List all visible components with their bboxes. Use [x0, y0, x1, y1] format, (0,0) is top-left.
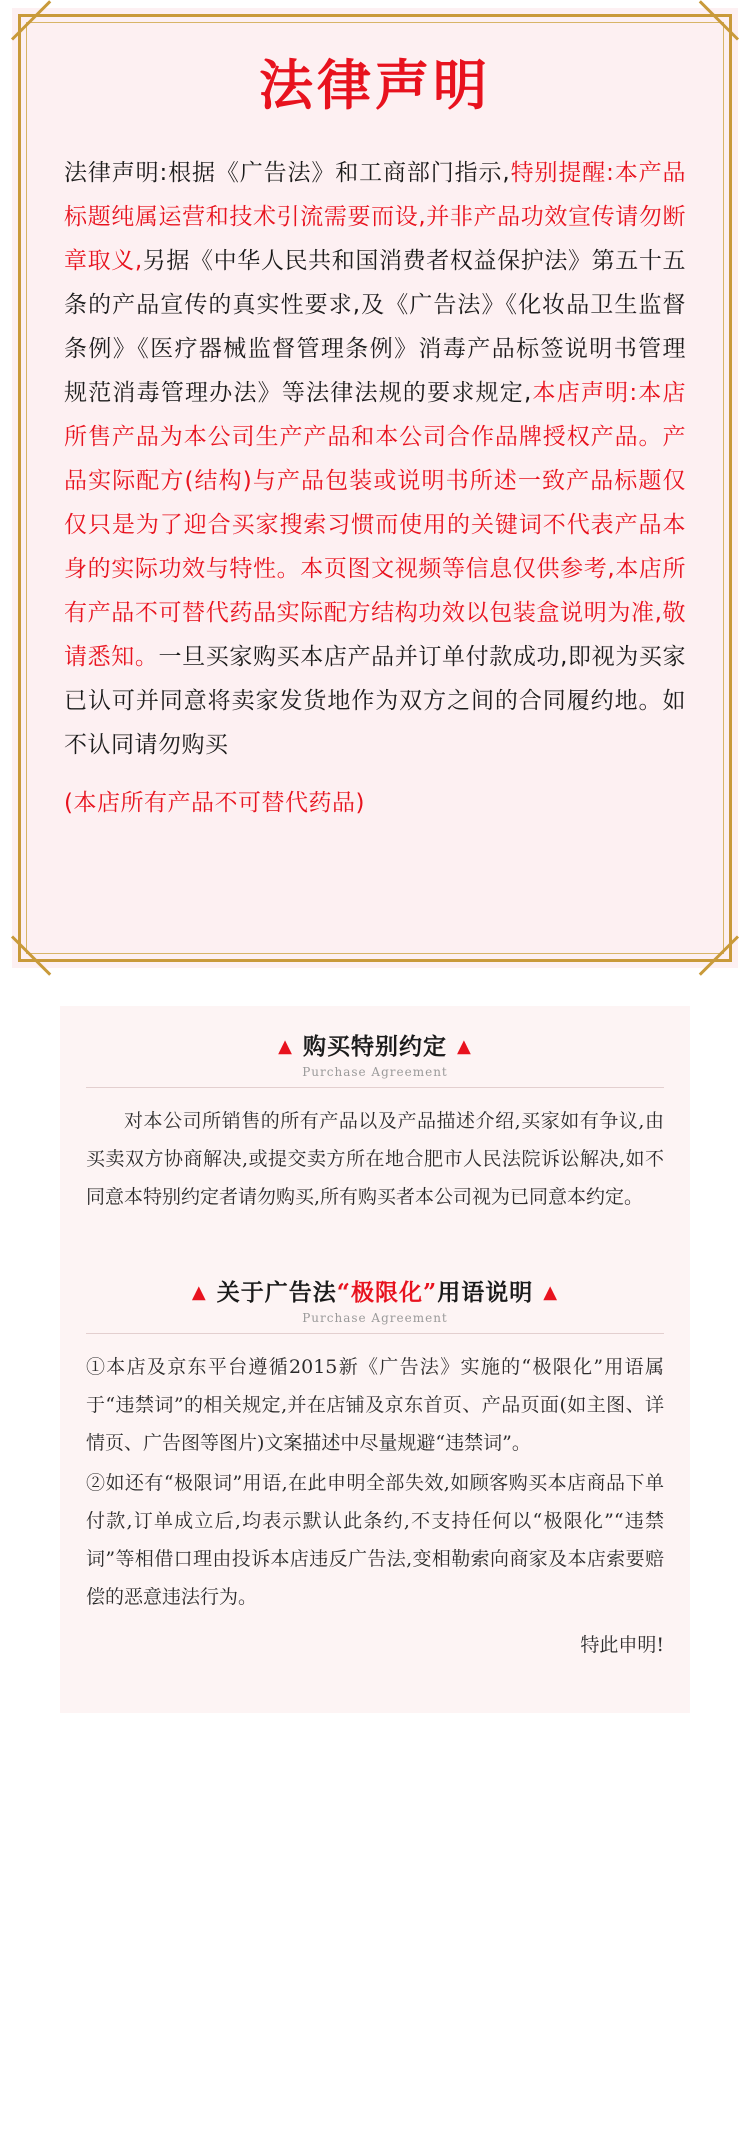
legal-intro-text: 法律声明:根据《广告法》和工商部门指示, [64, 160, 511, 187]
ad-law-terms-heading [86, 1274, 664, 1307]
purchase-agreement-heading [86, 1028, 664, 1061]
divider [86, 1087, 664, 1088]
ad-law-paragraph-2: ②如还有“极限词”用语,在此申明全部失效,如顾客购买本店商品下单付款,订单成立后,均表示默认此条约,不支持任何以“极限化”“违禁词”等相借口理由投诉本店违反广告法,变相勒索向商家及本店索要赔偿的恶意违法行为。 [86, 1472, 664, 1608]
ad-law-terms-subtitle: Purchase Agreement [302, 1311, 448, 1325]
legal-footnote: (本店所有产品不可替代药品) [64, 790, 365, 817]
agreements-container [60, 1006, 690, 1713]
agreement-paragraph: 对本公司所销售的所有产品以及产品描述介绍,买家如有争议,由买卖双方协商解决,或提交卖方所在地合肥市人民法院诉讼解决,如不同意本特别约定者请勿购买,所有购买者本公司视为已同意本约定。 [86, 1110, 664, 1208]
legal-red-notice-1: 特别提醒:本产品标题纯属运营和技术引流需要而设,并非产品功效宣传请勿断章取义, [64, 160, 687, 275]
ad-law-terms-body [86, 1348, 664, 1616]
ad-law-terms-section [60, 1252, 690, 1683]
purchase-agreement-title: 购买特别约定 [303, 1033, 447, 1060]
ad-law-title-suffix: 用语说明 [437, 1279, 534, 1306]
ad-law-paragraph-1: ①本店及京东平台遵循2015新《广告法》实施的“极限化”用语属于“违禁词”的相关规定,并在店铺及京东首页、产品页面(如主图、详情页、广告图等图片)文案描述中尽量规避“违禁词”。 [86, 1356, 664, 1454]
triangle-up-icon: ▲ [191, 1282, 207, 1303]
purchase-agreement-subtitle: Purchase Agreement [302, 1065, 448, 1079]
triangle-up-icon: ▲ [278, 1036, 293, 1057]
ad-law-signature: 特此申明! [580, 1634, 664, 1656]
legal-black-notice-2: 一旦买家购买本店产品并订单付款成功,即视为买家已认可并同意将卖家发货地作为双方之间的合同履约地。如不认同请勿购买 [64, 644, 687, 759]
legal-red-notice-2: 本店声明:本店所售产品为本公司生产产品和本公司合作品牌授权产品。产品实际配方(结构)与产品包装或说明书所述一致产品标题仅仅只是为了迎合买家搜索习惯而使用的关键词不代表产品本身的实际功效与特性。本页图文视频等信息仅供参考,本店所有产品不可替代药品实际配方结构功效以包装盒说明为准,敬请悉知。 [64, 380, 687, 671]
purchase-agreement-body [86, 1102, 664, 1216]
divider [86, 1333, 664, 1334]
triangle-up-icon: ▲ [543, 1282, 559, 1303]
section-gap [0, 968, 750, 1006]
triangle-up-icon: ▲ [457, 1036, 472, 1057]
legal-statement-card [12, 8, 738, 968]
ad-law-title-prefix: 关于广告法 [216, 1279, 337, 1306]
purchase-agreement-section [60, 1006, 690, 1242]
legal-paragraph [64, 151, 686, 767]
legal-black-notice-1: 另据《中华人民共和国消费者权益保护法》第五十五条的产品宣传的真实性要求,及《广告法》《化妆品卫生监督条例》《医疗器械监督管理条例》消毒产品标签说明书管理规范消毒管理办法》等法律法规的要求规定, [64, 248, 687, 407]
legal-statement-title: 法律声明 [259, 54, 491, 117]
ad-law-title-emphasis: “极限化” [336, 1279, 438, 1306]
legal-statement-body [64, 151, 686, 823]
